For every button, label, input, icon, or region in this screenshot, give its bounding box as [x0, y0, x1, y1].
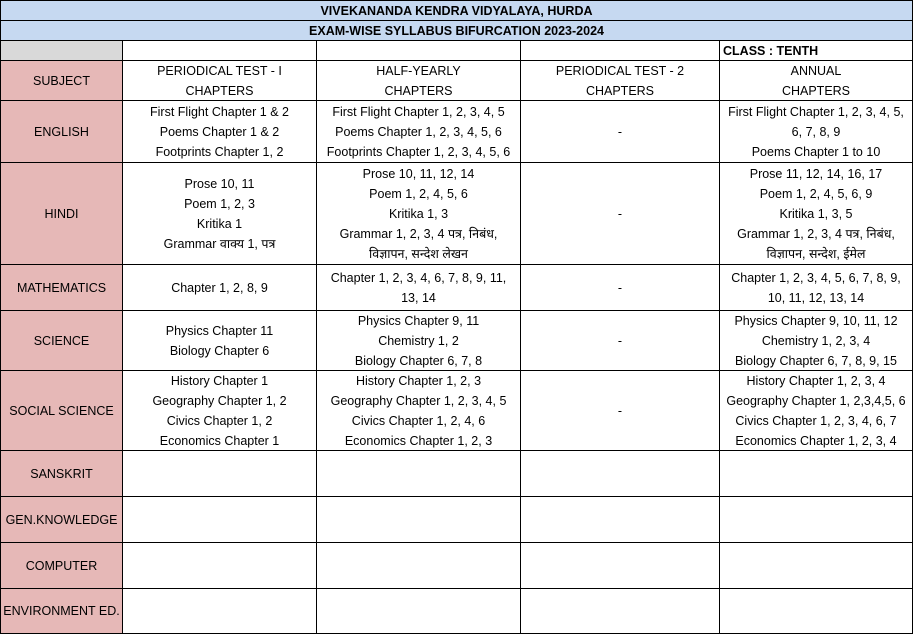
- chapter-line: History Chapter 1: [170, 373, 269, 388]
- table-row: [0, 163, 913, 265]
- chapter-line: History Chapter 1, 2, 3: [355, 373, 482, 388]
- pt2-cell: [521, 265, 720, 311]
- chapter-line: -: [617, 206, 623, 221]
- subject-cell: HINDI: [0, 163, 123, 265]
- chapter-line: -: [617, 403, 623, 418]
- chapter-line: History Chapter 1, 2, 3, 4: [746, 373, 886, 388]
- table-row: [0, 451, 913, 497]
- chapter-line: Civics Chapter 1, 2: [166, 413, 273, 428]
- class-row: [0, 41, 913, 61]
- subject-cell: COMPUTER: [0, 543, 123, 589]
- half-yearly-cell: [317, 371, 521, 451]
- pt2-cell: [521, 163, 720, 265]
- chapter-line: Prose 10, 11: [184, 176, 255, 191]
- pt2-cell: [521, 543, 720, 589]
- chapter-line: First Flight Chapter 1, 2, 3, 4, 5: [332, 104, 505, 119]
- pt1-header-title: PERIODICAL TEST - I: [157, 63, 282, 78]
- chapter-line: Chapter 1, 2, 3, 4, 6, 7, 8, 9, 11,: [330, 270, 507, 285]
- pt2-header: [521, 61, 720, 101]
- blank-cell: [317, 41, 521, 61]
- chapter-line: Biology Chapter 6, 7, 8: [354, 353, 483, 368]
- chapter-line: Grammar 1, 2, 3, 4 पत्र, निबंध,: [339, 226, 498, 241]
- header-row: [0, 61, 913, 101]
- pt1-cell: [123, 589, 317, 634]
- chapter-line: Physics Chapter 9, 11: [357, 313, 480, 328]
- chapter-line: Grammar 1, 2, 3, 4 पत्र, निबंध,: [737, 226, 895, 241]
- chapter-line: Chemistry 1, 2, 3, 4: [761, 333, 871, 348]
- chapter-line: Economics Chapter 1: [159, 433, 280, 448]
- table-row: [0, 265, 913, 311]
- blank-cell: [0, 41, 123, 61]
- table-row: [0, 497, 913, 543]
- pt1-header: [123, 61, 317, 101]
- chapter-line: Poem 1, 2, 4, 5, 6, 9: [759, 186, 873, 201]
- half-yearly-cell: [317, 497, 521, 543]
- annual-cell: [720, 311, 913, 371]
- chapter-line: Footprints Chapter 1, 2: [155, 144, 284, 159]
- chapter-line: Kritika 1: [196, 216, 243, 231]
- half-yearly-cell: [317, 265, 521, 311]
- chapter-line: Chapter 1, 2, 3, 4, 5, 6, 7, 8, 9,: [731, 270, 901, 285]
- half-header-title: HALF-YEARLY: [376, 63, 461, 78]
- annual-cell: [720, 497, 913, 543]
- pt1-cell: [123, 163, 317, 265]
- annual-header-title: ANNUAL: [790, 63, 842, 78]
- chapter-line: Poems Chapter 1 & 2: [159, 124, 280, 139]
- annual-cell: [720, 589, 913, 634]
- chapter-line: Kritika 1, 3: [388, 206, 449, 221]
- chapter-line: Chemistry 1, 2: [378, 333, 459, 348]
- chapter-line: -: [617, 124, 623, 139]
- title-row: [0, 0, 913, 21]
- chapter-line: 6, 7, 8, 9: [791, 124, 841, 139]
- subject-cell: ENVIRONMENT ED.: [0, 589, 123, 634]
- chapter-line: Poems Chapter 1, 2, 3, 4, 5, 6: [335, 124, 502, 139]
- chapter-line: Civics Chapter 1, 2, 4, 6: [351, 413, 486, 428]
- chapter-line: Prose 11, 12, 14, 16, 17: [749, 166, 883, 181]
- chapter-line: विज्ञापन, सन्देश लेखन: [369, 246, 468, 261]
- subject-cell: ENGLISH: [0, 101, 123, 163]
- pt1-cell: [123, 265, 317, 311]
- syllabus-subtitle: EXAM-WISE SYLLABUS BIFURCATION 2023-2024: [0, 21, 913, 41]
- annual-header-sub: CHAPTERS: [781, 83, 851, 98]
- chapter-line: Chapter 1, 2, 8, 9: [171, 280, 268, 295]
- chapter-line: 13, 14: [401, 290, 436, 305]
- half-yearly-cell: [317, 543, 521, 589]
- subject-header: SUBJECT: [0, 61, 123, 101]
- chapter-line: Physics Chapter 9, 10, 11, 12: [734, 313, 898, 328]
- chapter-line: Footprints Chapter 1, 2, 3, 4, 5, 6: [326, 144, 511, 159]
- chapter-line: Economics Chapter 1, 2, 3, 4: [735, 433, 897, 448]
- pt2-cell: [521, 371, 720, 451]
- pt2-cell: [521, 101, 720, 163]
- annual-cell: [720, 451, 913, 497]
- chapter-line: Poems Chapter 1 to 10: [751, 144, 881, 159]
- chapter-line: Biology Chapter 6: [169, 343, 270, 358]
- chapter-line: Economics Chapter 1, 2, 3: [344, 433, 493, 448]
- chapter-line: First Flight Chapter 1 & 2: [150, 104, 289, 119]
- blank-cell: [521, 41, 720, 61]
- chapter-line: 10, 11, 12, 13, 14: [767, 290, 865, 305]
- chapter-line: Poem 1, 2, 4, 5, 6: [369, 186, 468, 201]
- chapter-line: Biology Chapter 6, 7, 8, 9, 15: [735, 353, 897, 368]
- half-header-sub: CHAPTERS: [384, 83, 453, 98]
- annual-cell: [720, 371, 913, 451]
- annual-cell: [720, 265, 913, 311]
- chapter-line: First Flight Chapter 1, 2, 3, 4, 5,: [728, 104, 904, 119]
- chapter-line: -: [617, 333, 623, 348]
- subject-cell: GEN.KNOWLEDGE: [0, 497, 123, 543]
- pt2-header-title: PERIODICAL TEST - 2: [555, 63, 685, 78]
- chapter-line: Geography Chapter 1, 2, 3, 4, 5: [330, 393, 507, 408]
- chapter-line: Prose 10, 11, 12, 14: [362, 166, 475, 181]
- pt2-cell: [521, 589, 720, 634]
- half-yearly-cell: [317, 163, 521, 265]
- subject-cell: SANSKRIT: [0, 451, 123, 497]
- blank-cell: [123, 41, 317, 61]
- subject-cell: SCIENCE: [0, 311, 123, 371]
- class-label: CLASS : TENTH: [720, 41, 913, 61]
- pt1-header-sub: CHAPTERS: [185, 83, 254, 98]
- subject-cell: MATHEMATICS: [0, 265, 123, 311]
- pt1-cell: [123, 451, 317, 497]
- annual-cell: [720, 543, 913, 589]
- half-yearly-cell: [317, 311, 521, 371]
- half-yearly-header: [317, 61, 521, 101]
- chapter-line: Physics Chapter 11: [165, 323, 274, 338]
- subject-cell: SOCIAL SCIENCE: [0, 371, 123, 451]
- table-row: [0, 101, 913, 163]
- table-row: [0, 543, 913, 589]
- half-yearly-cell: [317, 589, 521, 634]
- table-row: [0, 371, 913, 451]
- table-row: [0, 311, 913, 371]
- pt1-cell: [123, 497, 317, 543]
- pt1-cell: [123, 543, 317, 589]
- half-yearly-cell: [317, 451, 521, 497]
- chapter-line: Civics Chapter 1, 2, 3, 4, 6, 7: [735, 413, 897, 428]
- pt2-cell: [521, 451, 720, 497]
- annual-cell: [720, 163, 913, 265]
- chapter-line: विज्ञापन, सन्देश, ईमेल: [766, 246, 866, 261]
- pt2-cell: [521, 311, 720, 371]
- pt1-cell: [123, 371, 317, 451]
- chapter-line: Geography Chapter 1, 2,3,4,5, 6: [726, 393, 906, 408]
- pt1-cell: [123, 311, 317, 371]
- school-title: VIVEKANANDA KENDRA VIDYALAYA, HURDA: [0, 0, 913, 21]
- annual-cell: [720, 101, 913, 163]
- chapter-line: Poem 1, 2, 3: [184, 196, 255, 211]
- chapter-line: Geography Chapter 1, 2: [152, 393, 287, 408]
- half-yearly-cell: [317, 101, 521, 163]
- annual-header: [720, 61, 913, 101]
- subtitle-row: [0, 21, 913, 41]
- chapter-line: Grammar वाक्य 1, पत्र: [163, 236, 276, 251]
- table-row: [0, 589, 913, 634]
- pt2-header-sub: CHAPTERS: [585, 83, 655, 98]
- pt2-cell: [521, 497, 720, 543]
- pt1-cell: [123, 101, 317, 163]
- chapter-line: -: [617, 280, 623, 295]
- chapter-line: Kritika 1, 3, 5: [779, 206, 853, 221]
